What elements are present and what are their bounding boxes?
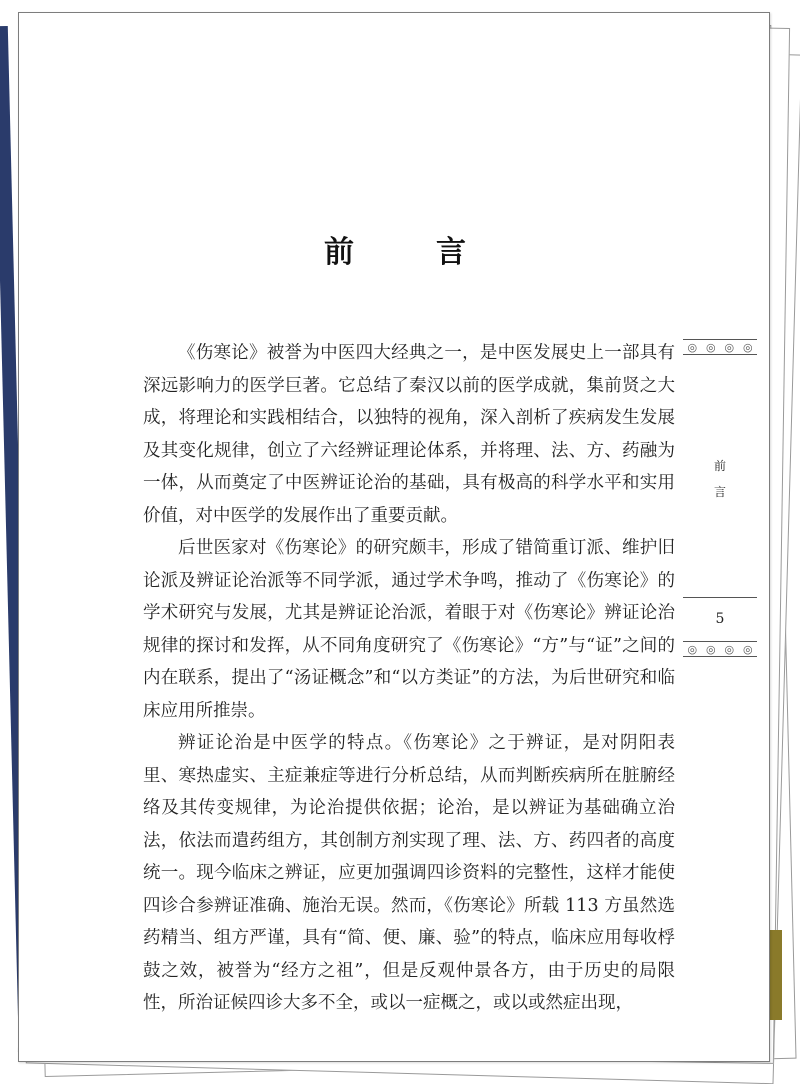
side-rule bbox=[683, 597, 757, 598]
scroll-ornament-icon: ◎ bbox=[705, 340, 716, 354]
scroll-ornament-icon: ◎ bbox=[687, 642, 698, 656]
side-chapter-title-1: 前 bbox=[713, 459, 726, 473]
page-title: 前 言 bbox=[324, 235, 492, 270]
page-body bbox=[143, 337, 675, 1020]
book-page bbox=[18, 12, 770, 1062]
scroll-ornament-icon: ◎ bbox=[742, 340, 753, 354]
ornament-band-bottom bbox=[683, 641, 757, 657]
scroll-ornament-icon: ◎ bbox=[705, 642, 716, 656]
paragraph: 后世医家对《伤寒论》的研究颇丰，形成了错简重订派、维护旧论派及辨证论治派等不同学派，通过学术争鸣，推动了《伤寒论》的学术研究与发展，尤其是辨证论治派，着眼于对《伤寒论》辨证论治规律的探讨和发挥，从不同角度研究了《伤寒论》“方”与“证”之间的内在联系，提出了“汤证概念”和“以方类证”的方法，为后世研究和临床应用所推崇。 bbox=[143, 538, 675, 721]
ornament-band-top bbox=[683, 339, 757, 355]
scroll-ornament-icon: ◎ bbox=[687, 340, 698, 354]
stacked-page-edge bbox=[770, 930, 782, 1020]
scroll-ornament-icon: ◎ bbox=[724, 642, 735, 656]
paragraph: 辨证论治是中医学的特点。《伤寒论》之于辨证，是对阴阳表里、寒热虚实、主症兼症等进行分析总结，从而判断疾病所在脏腑经络及其传变规律，为论治提供依据；论治，是以辨证为基础确立治法，依法而遣药组方，其创制方剂实现了理、法、方、药四者的高度统一。现今临床之辨证，应更加强调四诊资料的完整性，这样才能使四诊合参辨证准确、施治无误。然而，《伤寒论》所载 113 方虽然选药精当、组方严谨，具有“简、便、廉、验”的特点，临床应用每收桴鼓之效，被誉为“经方之祖”，但是反观仲景各方，由于历史的局限性，所治证候四诊大多不全，或以一症概之，或以或然症出现， bbox=[143, 733, 675, 1013]
side-chapter-title-2: 言 bbox=[713, 485, 726, 499]
side-margin bbox=[683, 13, 757, 1063]
page-number: 5 bbox=[715, 611, 725, 627]
scroll-ornament-icon: ◎ bbox=[724, 340, 735, 354]
scroll-ornament-icon: ◎ bbox=[742, 642, 753, 656]
paragraph: 《伤寒论》被誉为中医四大经典之一，是中医发展史上一部具有深远影响力的医学巨著。它总结了秦汉以前的医学成就，集前贤之大成，将理论和实践相结合，以独特的视角，深入剖析了疾病发生发展及其变化规律，创立了六经辨证理论体系，并将理、法、方、药融为一体，从而奠定了中医辨证论治的基础，具有极高的科学水平和实用价值，对中医学的发展作出了重要贡献。 bbox=[143, 343, 675, 526]
